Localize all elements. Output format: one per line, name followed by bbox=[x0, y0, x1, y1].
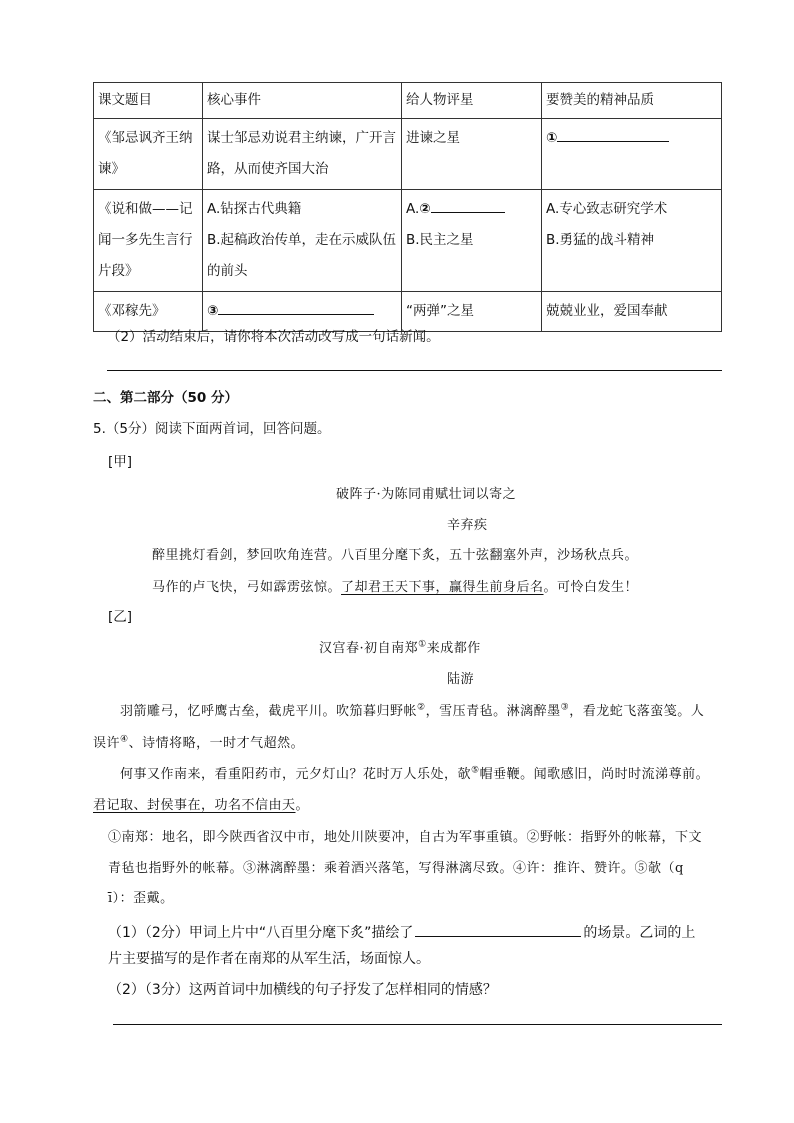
question-5-2: （2）（3分）这两首词中加横线的句子抒发了怎样相同的情感？ bbox=[108, 982, 497, 998]
underlined-sentence: 了却君王天下事，赢得生前身后名 bbox=[341, 580, 544, 595]
fill-blank[interactable] bbox=[218, 296, 374, 315]
poem-b-label: [乙] bbox=[108, 609, 133, 625]
cell-spirit bbox=[542, 190, 722, 292]
poem-text: ，雪压青毡。淋漓醉墨 bbox=[425, 704, 561, 719]
star-item bbox=[406, 194, 537, 225]
notes-line: ①南郑：地名，即今陕西省汉中市，地处川陕要冲，自古为军事重镇。②野帐：指野外的帐幕，下文 bbox=[108, 830, 703, 845]
cell-spirit: 兢兢业业，爱国奉献 bbox=[542, 292, 722, 332]
event-item: A.钻探古代典籍 bbox=[207, 201, 302, 217]
blank-marker: ② bbox=[419, 201, 431, 217]
header-cell: 核心事件 bbox=[203, 83, 402, 119]
cell-title: 《说和做——记闻一多先生言行片段》 bbox=[94, 190, 203, 292]
cell-title: 《邹忌讽齐王纳谏》 bbox=[94, 119, 203, 190]
poem-a-title: 破阵子·为陈同甫赋壮词以寄之 bbox=[336, 487, 517, 502]
poem-text: 误许 bbox=[93, 736, 121, 751]
fill-blank[interactable] bbox=[557, 123, 669, 142]
question-text: （1）（2分）甲词上片中“八百里分麾下炙”描绘了 bbox=[108, 925, 414, 941]
poem-b-author: 陆游 bbox=[447, 672, 475, 687]
cell-star bbox=[402, 190, 542, 292]
fill-blank[interactable] bbox=[431, 194, 505, 213]
answer-line[interactable] bbox=[113, 1024, 722, 1025]
star-item: B.民主之星 bbox=[406, 232, 474, 248]
question-5-1 bbox=[108, 918, 695, 942]
footnote-marker: ① bbox=[418, 639, 427, 650]
question-text: 的场景。乙词的上 bbox=[583, 925, 696, 941]
footnote-marker: ③ bbox=[560, 702, 570, 713]
section-heading: 二、第二部分（50 分） bbox=[93, 390, 238, 406]
header-cell: 课文题目 bbox=[94, 83, 203, 119]
event-item: B.起稿政治传单，走在示威队伍的前头 bbox=[207, 232, 397, 279]
footnote-marker: ② bbox=[417, 702, 426, 713]
poem-b-title bbox=[319, 637, 481, 656]
cell-event bbox=[203, 190, 402, 292]
cell-title: 《邓稼先》 bbox=[94, 292, 203, 332]
question-5-intro: 5.（5分）阅读下面两首词，回答问题。 bbox=[93, 421, 331, 437]
footnote-marker: ⑤ bbox=[471, 765, 480, 776]
fill-blank[interactable] bbox=[415, 918, 581, 937]
header-cell: 给人物评星 bbox=[402, 83, 542, 119]
poem-text: 来成都作 bbox=[426, 641, 481, 656]
blank-marker: ③ bbox=[207, 303, 219, 319]
footnote-marker: ④ bbox=[120, 734, 129, 745]
question-4-2: （2）活动结束后，请你将本次活动改写成一句话新闻。 bbox=[107, 329, 440, 345]
poem-a-author: 辛弃疾 bbox=[447, 518, 488, 533]
cell-event: 谋士邹忌劝说君主纳谏，广开言路，从而使齐国大治 bbox=[203, 119, 402, 190]
poem-b-line bbox=[93, 732, 304, 751]
poem-text: 。可怜白发生！ bbox=[543, 580, 639, 595]
notes-line: 青毡也指野外的帐幕。③淋漓醉墨：乘着酒兴落笔，写得淋漓尽致。④许：推许、赞许。⑤欹（q bbox=[108, 861, 684, 876]
poem-text: 马作的卢飞快，弓如霹雳弦惊。 bbox=[152, 580, 342, 595]
underlined-sentence: 君记取、封侯事在，功名不信由天 bbox=[93, 798, 296, 813]
spirit-item: A.专心致志研究学术 bbox=[546, 201, 668, 217]
cell-spirit bbox=[542, 119, 722, 190]
table-header-row bbox=[94, 83, 722, 119]
poem-a-line bbox=[152, 576, 638, 595]
poem-b-line bbox=[93, 794, 309, 813]
notes-line: ī）：歪戴。 bbox=[108, 891, 174, 906]
poem-text: 汉宫春·初自南郑 bbox=[319, 641, 419, 656]
poem-text: 何事又作南来，看重阳药市，元夕灯山？花时万人乐处，欹 bbox=[120, 767, 472, 782]
question-5-1-cont: 片主要描写的是作者在南郑的从军生活，场面惊人。 bbox=[108, 951, 430, 967]
header-cell: 要赞美的精神品质 bbox=[542, 83, 722, 119]
spirit-item: B.勇猛的战斗精神 bbox=[546, 232, 655, 248]
table-row bbox=[94, 119, 722, 190]
cell-star: 进谏之星 bbox=[402, 119, 542, 190]
answer-line[interactable] bbox=[107, 370, 722, 371]
poem-text: ，看龙蛇飞落蛮笺。人 bbox=[569, 704, 705, 719]
poem-b-line bbox=[120, 763, 709, 782]
blank-marker: ① bbox=[546, 130, 558, 146]
poem-text: 。 bbox=[295, 798, 310, 813]
star-prefix: A. bbox=[406, 201, 420, 217]
table-row bbox=[94, 190, 722, 292]
poem-b-line bbox=[120, 700, 704, 719]
poem-text: 羽箭雕弓，忆呼鹰古垒，截虎平川。吹笳暮归野帐 bbox=[120, 704, 418, 719]
cell-star: “两弹”之星 bbox=[402, 292, 542, 332]
poem-text: 、诗情将略，一时才气超然。 bbox=[128, 736, 305, 751]
poem-text: 帽垂鞭。闻歌感旧，尚时时流涕尊前。 bbox=[479, 767, 710, 782]
lesson-summary-table bbox=[93, 82, 722, 332]
poem-a-line: 醉里挑灯看剑，梦回吹角连营。八百里分麾下炙，五十弦翻塞外声，沙场秋点兵。 bbox=[152, 548, 639, 563]
poem-a-label: [甲] bbox=[108, 454, 133, 470]
